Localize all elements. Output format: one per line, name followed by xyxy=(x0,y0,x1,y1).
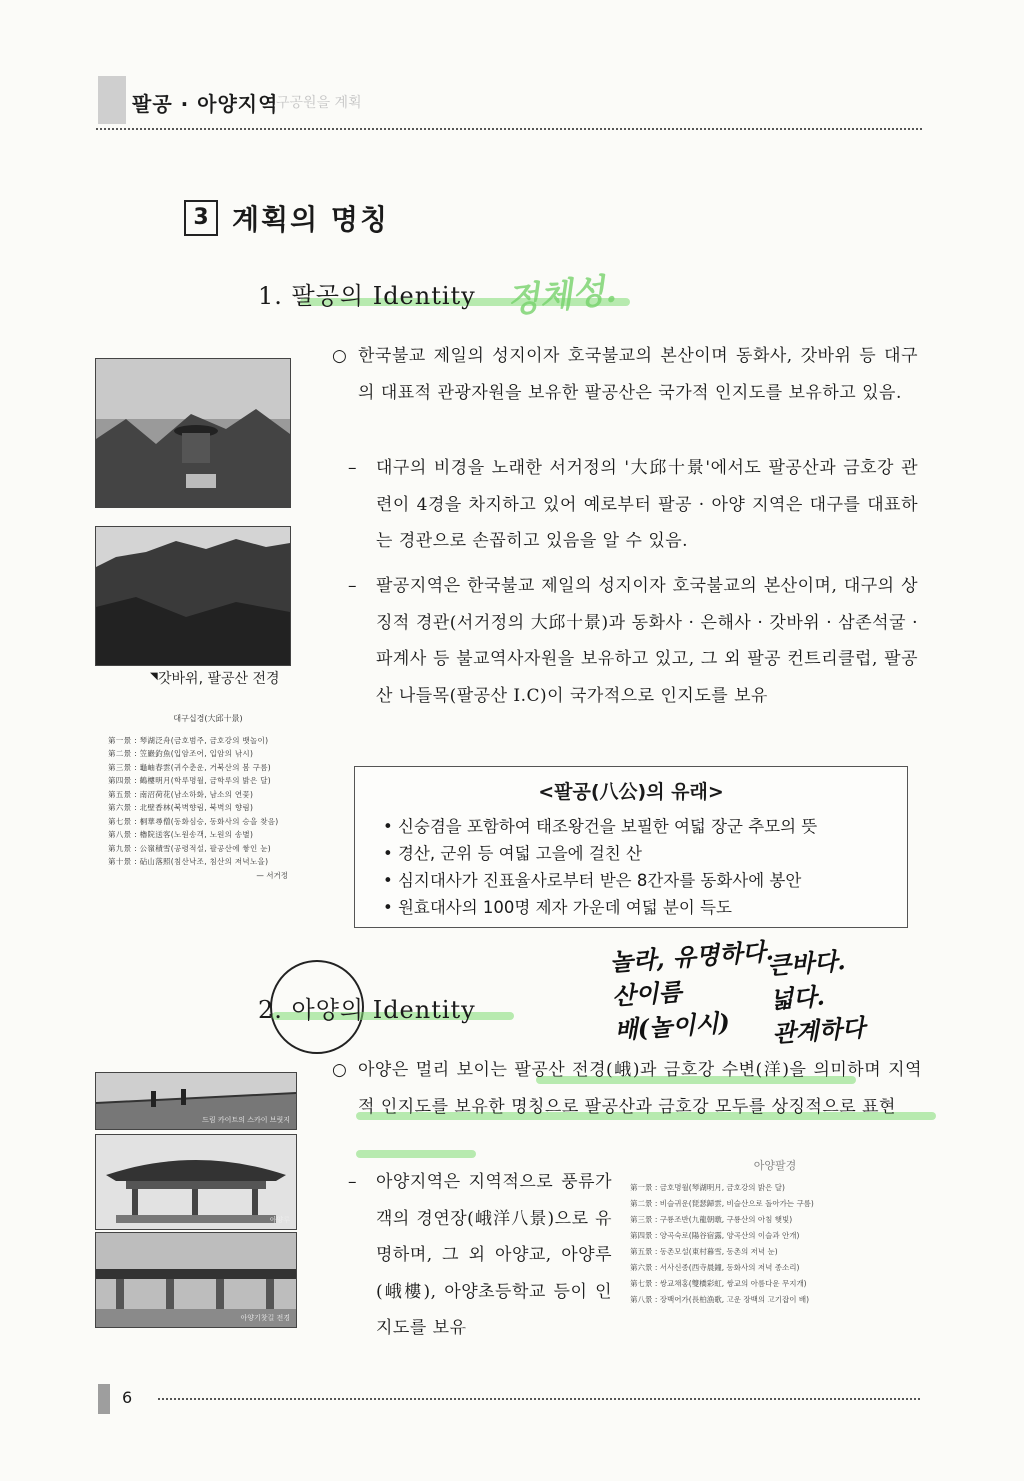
photo-label: 아양루 xyxy=(269,1216,290,1224)
ten-scenes-title: 대구십경(大邱十景) xyxy=(173,714,243,723)
list-item: • 경산, 군위 등 여덟 고을에 걸친 산 xyxy=(383,840,817,867)
list-item: 第四景 : 양곡숙로(陽谷宿露, 양곡산의 이슬과 안개) xyxy=(630,1231,800,1240)
list-item: 第八景 : 장백어가(長柏漁歌, 고운 장백의 고기잡이 배) xyxy=(630,1295,809,1304)
paragraph-text: 한국불교 제일의 성지이자 호국불교의 본산이며 동화사, 갓바위 등 대구의 대표적 관광자원을 보유한 팔공산은 국가적 인지도를 보유하고 있음. xyxy=(358,346,918,403)
list-item: • 원효대사의 100명 제자 가운데 여덟 분이 득도 xyxy=(383,894,817,921)
paragraph-text: 아양은 멀리 보이는 팔공산 전경(峨)과 금호강 수변(洋)을 의미하며 지역적 인지도를 보유한 명칭으로 팔공산과 금호강 모두를 상징적으로 표현 xyxy=(358,1060,922,1117)
list-item: 第六景 : 서사신종(西寺晨鐘, 동화사의 저녁 종소리) xyxy=(630,1263,800,1272)
photo-label: 드림 카이트의 스카이 브릿지 xyxy=(202,1116,290,1124)
list-item: 第五景 : 南沼荷花(남소하화, 남소의 연꽃) xyxy=(108,789,254,799)
handwritten-line: 넓다. xyxy=(769,981,826,1015)
list-item: 第十景 : 砧山落照(침산낙조, 침산의 저녁노을) xyxy=(108,857,269,866)
list-item: • 심지대사가 진표율사로부터 받은 8간자를 동화사에 봉안 xyxy=(383,867,817,894)
list-item: 第一景 : 금호명월(琴湖明月, 금호강의 밝은 달) xyxy=(630,1183,785,1192)
part1-paragraph-1 xyxy=(332,338,918,411)
list-item: 第二景 : 笠巖釣魚(입암조어, 입암의 낚시) xyxy=(108,749,254,758)
footer-divider xyxy=(158,1398,920,1400)
list-item: 第二景 : 비슬귀운(琵瑟歸雲, 비슬산으로 돌아가는 구름) xyxy=(630,1199,814,1208)
paragraph-text: 아양지역은 지역적으로 풍류가객의 경연장(峨洋八景)으로 유명하며, 그 외 아양교, 아양루(峨樓), 아양초등학교 등이 인지도를 보유 xyxy=(376,1172,612,1338)
handwritten-line: 관계하다 xyxy=(771,1012,866,1049)
gatbawi-photo xyxy=(95,358,291,508)
header-title: 팔공 · 아양지역 xyxy=(132,92,279,116)
bullet-circle-icon: ○ xyxy=(332,1060,348,1080)
page-number: 6 xyxy=(122,1388,133,1407)
section-title: 계획의 명칭 xyxy=(232,203,389,236)
origin-box xyxy=(354,766,908,928)
eight-scenes-list xyxy=(630,1158,920,1308)
origin-box-title: <팔공(八公)의 유래> xyxy=(538,781,724,803)
header-subtitle: 구공원을 계획 xyxy=(276,95,362,111)
list-item: 第四景 : 鶴樓明月(학루명월, 금학루의 밝은 달) xyxy=(108,776,271,785)
header-divider xyxy=(96,128,922,130)
section-number: 3 xyxy=(184,200,218,236)
part2-paragraph-1 xyxy=(332,1052,922,1125)
list-item: 第一景 : 琴湖泛舟(금호범주, 금호강의 뱃놀이) xyxy=(108,735,269,745)
part1-paragraph-2 xyxy=(348,450,918,560)
caption-marker: ◥ xyxy=(150,671,158,682)
header-tab-marker xyxy=(98,76,126,124)
highlight-mark xyxy=(356,1150,476,1158)
list-item: 第三景 : 龜岫春雲(귀수춘운, 거북산의 봄 구름) xyxy=(108,762,271,772)
bullet-circle-icon: ○ xyxy=(332,346,348,366)
dash-marker: – xyxy=(348,1172,357,1192)
part2-paragraph-2 xyxy=(348,1164,612,1347)
origin-list xyxy=(383,813,817,921)
part2-heading: 2. 아양의 Identity xyxy=(258,996,476,1024)
handwritten-line: 배(놀이시) xyxy=(613,1007,731,1045)
handwritten-line: 큰바다. xyxy=(766,945,847,981)
palgongsan-photo xyxy=(95,526,291,666)
railbridge-photo xyxy=(95,1232,297,1328)
list-item: 第九景 : 公嶺積雪(공령적설, 팔공산에 쌓인 눈) xyxy=(108,843,271,853)
footer-tab-marker xyxy=(98,1384,110,1414)
list-item: 第五景 : 동촌모설(東村暮雪, 동촌의 저녁 눈) xyxy=(630,1247,778,1256)
list-item: 第七景 : 桐華尋僧(동화심승, 동화사의 승을 찾음) xyxy=(108,816,279,826)
photo-caption: 갓바위, 팔공산 전경 xyxy=(158,671,280,687)
bridge-photo xyxy=(95,1072,297,1130)
paragraph-text: 팔공지역은 한국불교 제일의 성지이자 호국불교의 본산이며, 대구의 상징적 경관(서거정의 大邱十景)과 동화사 · 은해사 · 갓바위 · 삼존석굴 · 파계사 등 불교역사자원을 보유하고 있고, 그 외 팔공 컨트리클럽, 팔공산 나들목(팔공산 I.C)이 국가적으로 인지도를 보유 xyxy=(376,576,918,706)
list-item: 第六景 : 北壁香林(북벽향림, 북벽의 향림) xyxy=(108,803,254,812)
ayangru-photo xyxy=(95,1134,297,1230)
handwritten-line: 산이름 xyxy=(611,976,683,1011)
list-item: • 신숭겸을 포함하여 태조왕건을 보필한 여덟 장군 추모의 뜻 xyxy=(383,813,817,840)
part1-paragraph-3 xyxy=(348,568,918,714)
handwritten-note-left xyxy=(609,934,780,1047)
dash-marker: – xyxy=(348,576,357,596)
handwritten-note-right xyxy=(767,943,867,1051)
ten-scenes-signature: — 서거정 xyxy=(256,870,288,880)
list-item: 第八景 : 櫓院送客(노원송객, 노원의 송별) xyxy=(108,830,254,839)
handwritten-line: 놀라, 유명하다. xyxy=(608,936,775,977)
photo-label: 아양기찻길 전경 xyxy=(240,1314,290,1322)
paragraph-text: 대구의 비경을 노래한 서거정의 '大邱十景'에서도 팔공산과 금호강 관련이 4경을 차지하고 있어 예로부터 팔공 · 아양 지역은 대구를 대표하는 경관으로 손꼽히고 있음을 알 수 있음. xyxy=(376,458,918,551)
list-item: 第七景 : 쌍교채홍(雙橋彩虹, 쌍교의 아름다운 무지개) xyxy=(630,1279,807,1288)
dash-marker: – xyxy=(348,458,357,478)
ten-scenes-list xyxy=(108,712,308,882)
list-item: 第三景 : 구룡조반(九龍朝暾, 구룡산의 아침 햇빛) xyxy=(630,1215,793,1224)
eight-scenes-title: 아양팔경 xyxy=(753,1159,797,1172)
part1-heading: 1. 팔공의 Identity xyxy=(258,282,476,310)
handwritten-note: 정체성. xyxy=(504,270,619,322)
